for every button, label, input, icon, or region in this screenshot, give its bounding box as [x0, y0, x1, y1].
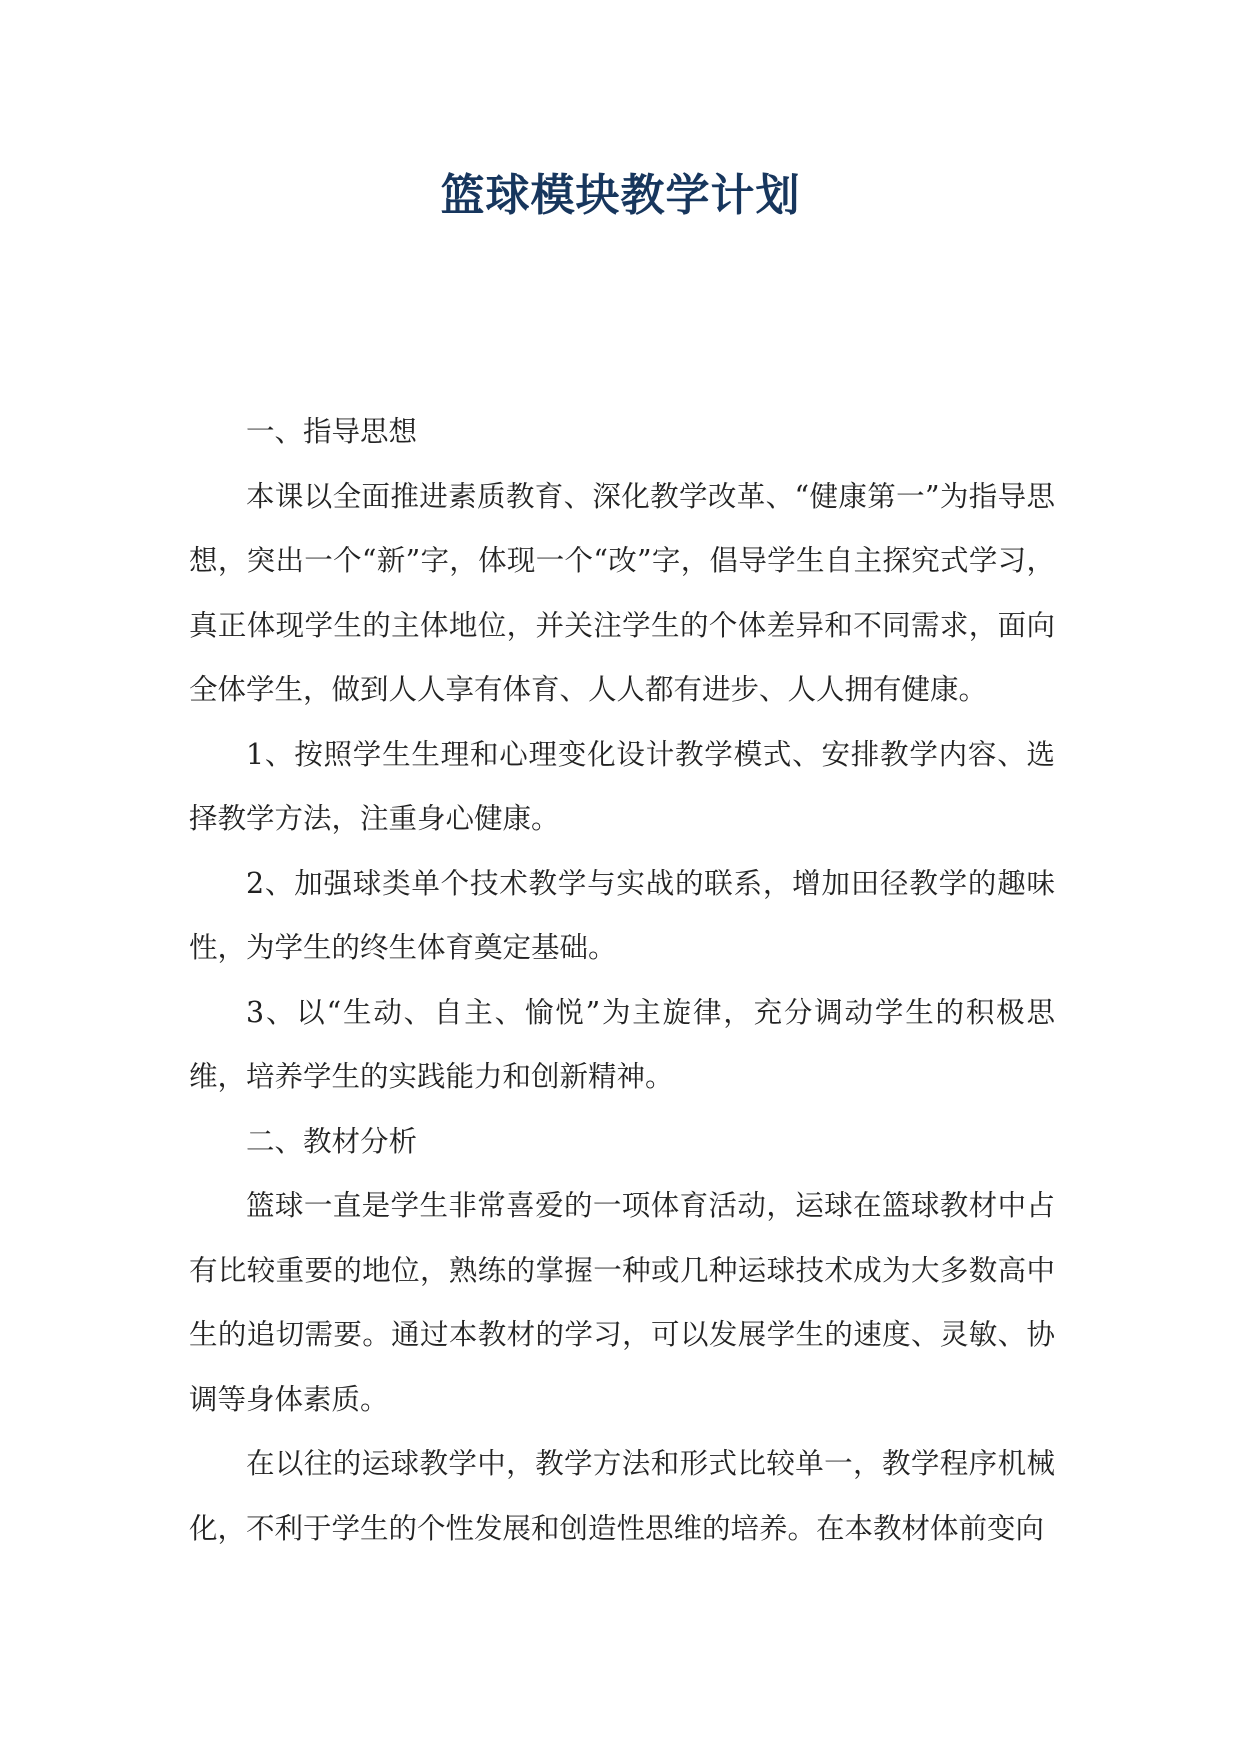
heading-guiding-ideology: 一、指导思想 [246, 415, 418, 448]
paragraph-material-analysis: 篮球一直是学生非常喜爱的一项体育活动，运球在篮球教材中占有比较重要的地位，熟练的掌握一种或几种运球技术成为大多数高中生的追切需要。通过本教材的学习，可以发展学生的速度、灵敏、协调等身体素质。 [189, 1189, 1055, 1416]
paragraph-guiding-ideology: 本课以全面推进素质教育、深化教学改革、“健康第一”为指导思想，突出一个“新”字，体现一个“改”字，倡导学生自主探究式学习，真正体现学生的主体地位，并关注学生的个体差异和不同需求，面向全体学生，做到人人享有体育、人人都有进步、人人拥有健康。 [189, 479, 1055, 706]
paragraph-teaching-methods: 在以往的运球教学中，教学方法和形式比较单一，教学程序机械化，不利于学生的个性发展和创造性思维的培养。在本教材体前变向 [189, 1447, 1055, 1545]
list-item-1: 1、按照学生生理和心理变化设计教学模式、安排教学内容、选择教学方法，注重身心健康。 [189, 737, 1055, 835]
document-body [189, 400, 1055, 1561]
heading-material-analysis: 二、教材分析 [246, 1124, 418, 1158]
list-item-2: 2、加强球类单个技术教学与实战的联系，增加田径教学的趣味性，为学生的终生体育奠定基础。 [189, 866, 1055, 964]
document-title: 篮球模块教学计划 [440, 170, 801, 221]
list-item-3: 3、以“生动、自主、愉悦”为主旋律，充分调动学生的积极思维，培养学生的实践能力和创新精神。 [189, 995, 1055, 1093]
